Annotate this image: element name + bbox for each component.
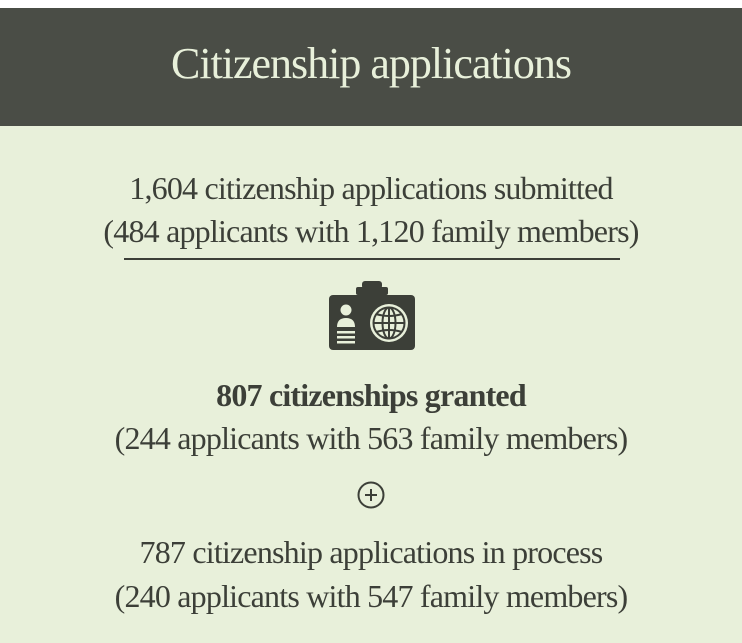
submitted-detail: (484 applicants with 1,120 family members) bbox=[103, 213, 639, 249]
plus-circle-icon bbox=[356, 480, 386, 510]
granted-detail: (244 applicants with 563 family members) bbox=[114, 420, 628, 456]
card-title: Citizenship applications bbox=[170, 38, 572, 88]
granted-headline: 807 citizenships granted bbox=[216, 377, 526, 413]
submitted-headline: 1,604 citizenship applications submitted bbox=[129, 170, 613, 206]
in-process-headline: 787 citizenship applications in process bbox=[139, 534, 603, 570]
card-header bbox=[0, 8, 742, 126]
section-divider bbox=[124, 258, 620, 260]
id-card-globe-icon bbox=[328, 281, 416, 351]
in-process-detail: (240 applicants with 547 family members) bbox=[114, 578, 628, 614]
citizenship-card bbox=[0, 8, 742, 643]
